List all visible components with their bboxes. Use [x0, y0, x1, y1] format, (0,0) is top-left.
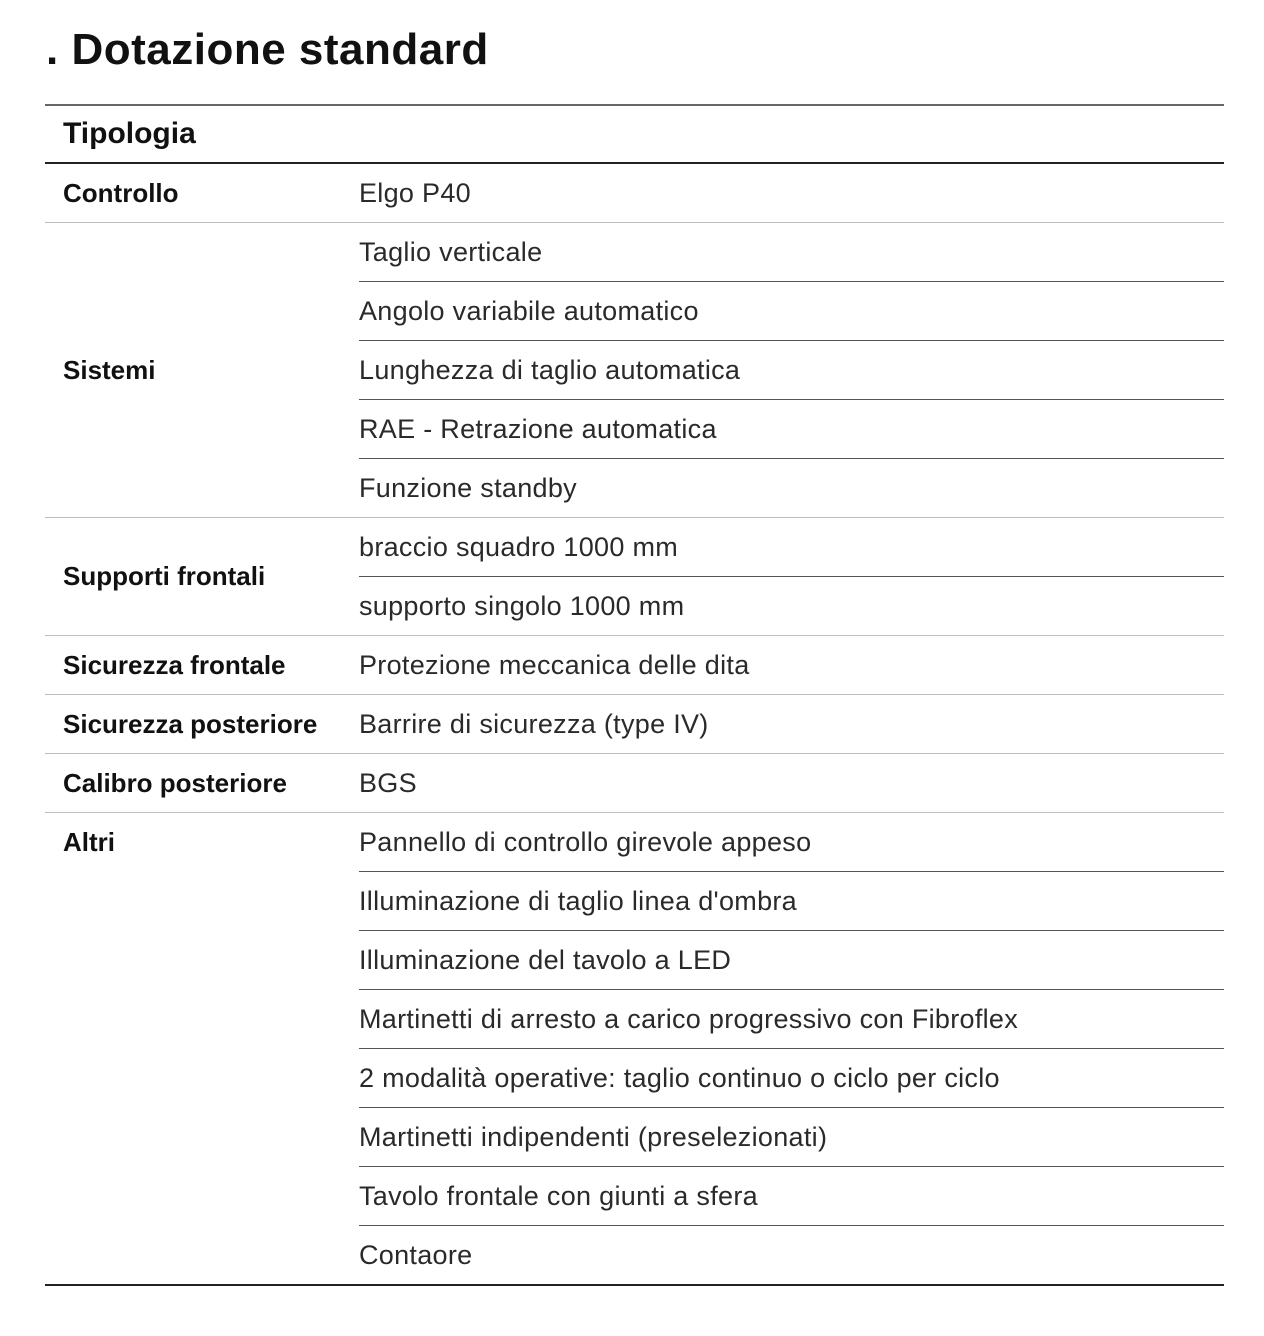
group-calibro-posteriore [45, 754, 1224, 813]
value-item: Pannello di controllo girevole appeso [359, 813, 1224, 872]
group-values [359, 518, 1224, 635]
group-sicurezza-posteriore [45, 695, 1224, 754]
value-item: Illuminazione di taglio linea d'ombra [359, 872, 1224, 931]
group-values [359, 223, 1224, 517]
group-label: Altri [63, 827, 115, 857]
group-label: Sicurezza frontale [63, 649, 286, 680]
group-supporti-frontali [45, 518, 1224, 636]
value-item: Martinetti di arresto a carico progressivo con Fibroflex [359, 990, 1224, 1049]
group-label: Sistemi [63, 354, 156, 385]
group-sicurezza-frontale [45, 636, 1224, 695]
page-title: . Dotazione standard [46, 25, 489, 74]
group-values [359, 754, 1224, 812]
value-item: Funzione standby [359, 473, 577, 503]
value-item: Barrire di sicurezza (type IV) [359, 709, 709, 739]
value-item: RAE - Retrazione automatica [359, 400, 1224, 459]
group-values [359, 636, 1224, 694]
spec-table [45, 104, 1224, 1286]
value-item: Protezione meccanica delle dita [359, 650, 750, 680]
group-sistemi [45, 223, 1224, 518]
value-item: Taglio verticale [359, 223, 1224, 282]
value-item: BGS [359, 768, 417, 798]
group-altri [45, 813, 1224, 1286]
value-item: Contaore [359, 1240, 473, 1270]
group-label: Supporti frontali [63, 561, 266, 591]
group-label: Sicurezza posteriore [63, 708, 318, 739]
group-values [359, 695, 1224, 753]
group-label: Calibro posteriore [63, 767, 287, 798]
group-values [359, 813, 1224, 1284]
table-header: Tipologia [45, 106, 1224, 164]
value-item: Lunghezza di taglio automatica [359, 341, 1224, 400]
group-label: Controllo [63, 177, 179, 208]
value-item: braccio squadro 1000 mm [359, 518, 1224, 577]
value-item: Elgo P40 [359, 178, 471, 208]
value-item: 2 modalità operative: taglio continuo o ciclo per ciclo [359, 1049, 1224, 1108]
value-item: Illuminazione del tavolo a LED [359, 931, 1224, 990]
group-controllo [45, 164, 1224, 223]
value-item: supporto singolo 1000 mm [359, 591, 685, 621]
value-item: Tavolo frontale con giunti a sfera [359, 1167, 1224, 1226]
value-item: Angolo variabile automatico [359, 282, 1224, 341]
group-values [359, 164, 1224, 222]
value-item: Martinetti indipendenti (preselezionati) [359, 1108, 1224, 1167]
